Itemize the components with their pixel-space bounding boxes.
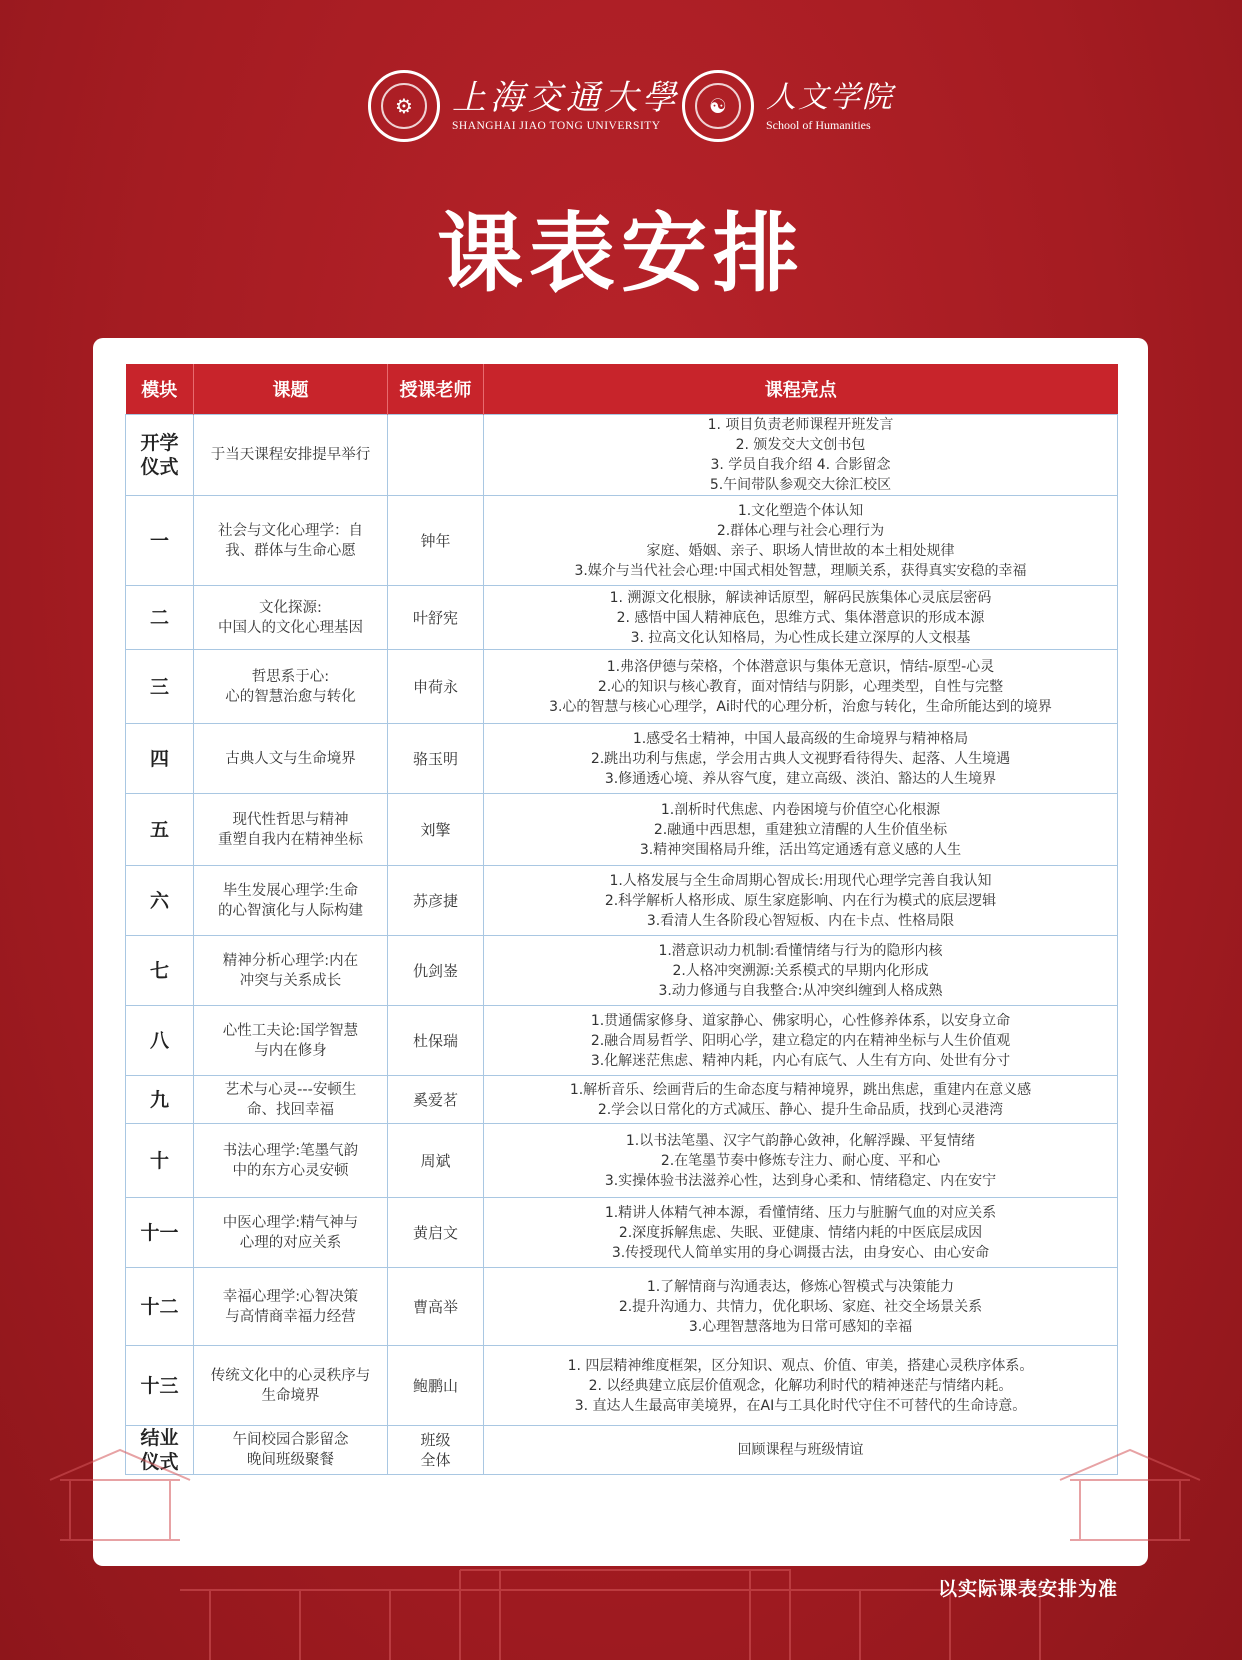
header-teacher: 授课老师 [388,364,484,415]
table-row [126,1346,1118,1426]
schedule-card [93,338,1148,1566]
highlights-cell: 回顾课程与班级情谊 [484,1426,1118,1475]
table-row [126,415,1118,496]
teacher-cell: 苏彦捷 [388,866,484,936]
table-header-row [126,364,1118,415]
table-row [126,724,1118,794]
topic-cell: 现代性哲思与精神 重塑自我内在精神坐标 [194,794,388,866]
highlights-cell: 1.剖析时代焦虑、内卷困境与价值空心化根源 2.融通中西思想，重建独立清醒的人生价值坐标 3.精神突围格局升维，活出笃定通透有意义感的人生 [484,794,1118,866]
table-row [126,1124,1118,1198]
module-cell: 二 [126,586,194,650]
teacher-cell: 黄启文 [388,1198,484,1268]
highlights-cell: 1.弗洛伊德与荣格，个体潜意识与集体无意识，情结-原型-心灵 2.心的知识与核心教育，面对情结与阴影，心理类型，自性与完整 3.心的智慧与核心心理学，Ai时代的心理分析，治愈与转化，生命所能达到的境界 [484,650,1118,724]
sjtu-logo [368,70,680,142]
footer-note: 以实际课表安排为准 [937,1578,1118,1600]
teacher-cell: 刘擎 [388,794,484,866]
highlights-cell: 1.以书法笔墨、汉字气韵静心敛神，化解浮躁、平复情绪 2.在笔墨节奏中修炼专注力、耐心度、平和心 3.实操体验书法滋养心性，达到身心柔和、情绪稳定、内在安宁 [484,1124,1118,1198]
table-row [126,1076,1118,1124]
header-topic: 课题 [194,364,388,415]
module-cell: 四 [126,724,194,794]
topic-cell: 书法心理学:笔墨气韵 中的东方心灵安顿 [194,1124,388,1198]
module-cell: 十 [126,1124,194,1198]
teacher-cell: 曹高举 [388,1268,484,1346]
highlights-cell: 1.文化塑造个体认知 2.群体心理与社会心理行为 家庭、婚姻、亲子、职场人情世故的本土相处规律 3.媒介与当代社会心理:中国式相处智慧，理顺关系，获得真实安稳的幸福 [484,496,1118,586]
table-row [126,1268,1118,1346]
table-row [126,936,1118,1006]
module-cell: 七 [126,936,194,1006]
sjtu-seal-icon: ⚙ [368,70,440,142]
topic-cell: 于当天课程安排提早举行 [194,415,388,496]
module-cell: 五 [126,794,194,866]
module-cell: 一 [126,496,194,586]
table-row [126,496,1118,586]
teacher-cell: 钟年 [388,496,484,586]
topic-cell: 哲思系于心: 心的智慧治愈与转化 [194,650,388,724]
table-row [126,1426,1118,1475]
teacher-cell: 奚爱茗 [388,1076,484,1124]
table-row [126,794,1118,866]
teacher-cell: 鲍鹏山 [388,1346,484,1426]
teacher-cell: 班级 全体 [388,1426,484,1475]
module-cell: 六 [126,866,194,936]
schedule-table [125,364,1118,1475]
highlights-cell: 1.了解情商与沟通表达，修炼心智模式与决策能力 2.提升沟通力、共情力，优化职场、家庭、社交全场景关系 3.心理智慧落地为日常可感知的幸福 [484,1268,1118,1346]
page-title: 课表安排 [437,204,805,304]
topic-cell: 艺术与心灵---安顿生 命、找回幸福 [194,1076,388,1124]
sjtu-name-en: SHANGHAI JIAO TONG UNIVERSITY [452,120,661,132]
table-row [126,1006,1118,1076]
highlights-cell: 1.人格发展与全生命周期心智成长:用现代心理学完善自我认知 2.科学解析人格形成、原生家庭影响、内在行为模式的底层逻辑 3.看清人生各阶段心智短板、内在卡点、性格局限 [484,866,1118,936]
table-row [126,650,1118,724]
highlights-cell: 1.解析音乐、绘画背后的生命态度与精神境界，跳出焦虑，重建内在意义感 2.学会以日常化的方式减压、静心、提升生命品质，找到心灵港湾 [484,1076,1118,1124]
highlights-cell: 1.贯通儒家修身、道家静心、佛家明心，心性修养体系，以安身立命 2.融合周易哲学、阳明心学，建立稳定的内在精神坐标与人生价值观 3.化解迷茫焦虑、精神内耗，内心有底气、人生有方向、处世有分寸 [484,1006,1118,1076]
soh-name-cn: 人文学院 [766,80,894,115]
topic-cell: 社会与文化心理学：自 我、群体与生命心愿 [194,496,388,586]
highlights-cell: 1. 溯源文化根脉，解读神话原型，解码民族集体心灵底层密码 2. 感悟中国人精神底色，思维方式、集体潜意识的形成本源 3. 拉高文化认知格局，为心性成长建立深厚的人文根基 [484,586,1118,650]
topic-cell: 中医心理学:精气神与 心理的对应关系 [194,1198,388,1268]
humanities-seal-icon: ☯ [682,70,754,142]
module-cell: 十一 [126,1198,194,1268]
module-cell: 十三 [126,1346,194,1426]
topic-cell: 毕生发展心理学:生命 的心智演化与人际构建 [194,866,388,936]
teacher-cell: 叶舒宪 [388,586,484,650]
module-cell: 八 [126,1006,194,1076]
teacher-cell: 周斌 [388,1124,484,1198]
teacher-cell: 申荷永 [388,650,484,724]
table-row [126,1198,1118,1268]
school-of-humanities-logo [682,70,894,142]
topic-cell: 精神分析心理学:内在 冲突与关系成长 [194,936,388,1006]
header [0,70,1242,170]
topic-cell: 文化探源: 中国人的文化心理基因 [194,586,388,650]
highlights-cell: 1.潜意识动力机制:看懂情绪与行为的隐形内核 2.人格冲突溯源:关系模式的早期内化形成 3.动力修通与自我整合:从冲突纠缠到人格成熟 [484,936,1118,1006]
header-module: 模块 [126,364,194,415]
topic-cell: 午间校园合影留念 晚间班级聚餐 [194,1426,388,1475]
highlights-cell: 1.精讲人体精气神本源，看懂情绪、压力与脏腑气血的对应关系 2.深度拆解焦虑、失眠、亚健康、情绪内耗的中医底层成因 3.传授现代人简单实用的身心调摄古法，由身安心、由心安命 [484,1198,1118,1268]
table-row [126,586,1118,650]
teacher-cell [388,415,484,496]
header-highlights: 课程亮点 [484,364,1118,415]
teacher-cell: 杜保瑞 [388,1006,484,1076]
teacher-cell: 骆玉明 [388,724,484,794]
topic-cell: 传统文化中的心灵秩序与 生命境界 [194,1346,388,1426]
module-cell: 九 [126,1076,194,1124]
topic-cell: 幸福心理学:心智决策 与高情商幸福力经营 [194,1268,388,1346]
soh-name-en: School of Humanities [766,118,871,132]
module-cell: 十二 [126,1268,194,1346]
highlights-cell: 1.感受名士精神，中国人最高级的生命境界与精神格局 2.跳出功利与焦虑，学会用古典人文视野看待得失、起落、人生境遇 3.修通透心境、养从容气度，建立高级、淡泊、豁达的人生境界 [484,724,1118,794]
module-cell: 开学 仪式 [126,415,194,496]
topic-cell: 心性工夫论:国学智慧 与内在修身 [194,1006,388,1076]
teacher-cell: 仇剑崟 [388,936,484,1006]
highlights-cell: 1. 项目负责老师课程开班发言 2. 颁发交大文创书包 3. 学员自我介绍 4. 合影留念 5.午间带队参观交大徐汇校区 [484,415,1118,496]
topic-cell: 古典人文与生命境界 [194,724,388,794]
sjtu-name-cn: 上海交通大學 [452,78,680,118]
table-row [126,866,1118,936]
module-cell: 结业 仪式 [126,1426,194,1475]
highlights-cell: 1. 四层精神维度框架，区分知识、观点、价值、审美，搭建心灵秩序体系。 2. 以经典建立底层价值观念，化解功利时代的精神迷茫与情绪内耗。 3. 直达人生最高审美境界，在AI与工具化时代守住不可替代的生命诗意。 [484,1346,1118,1426]
module-cell: 三 [126,650,194,724]
